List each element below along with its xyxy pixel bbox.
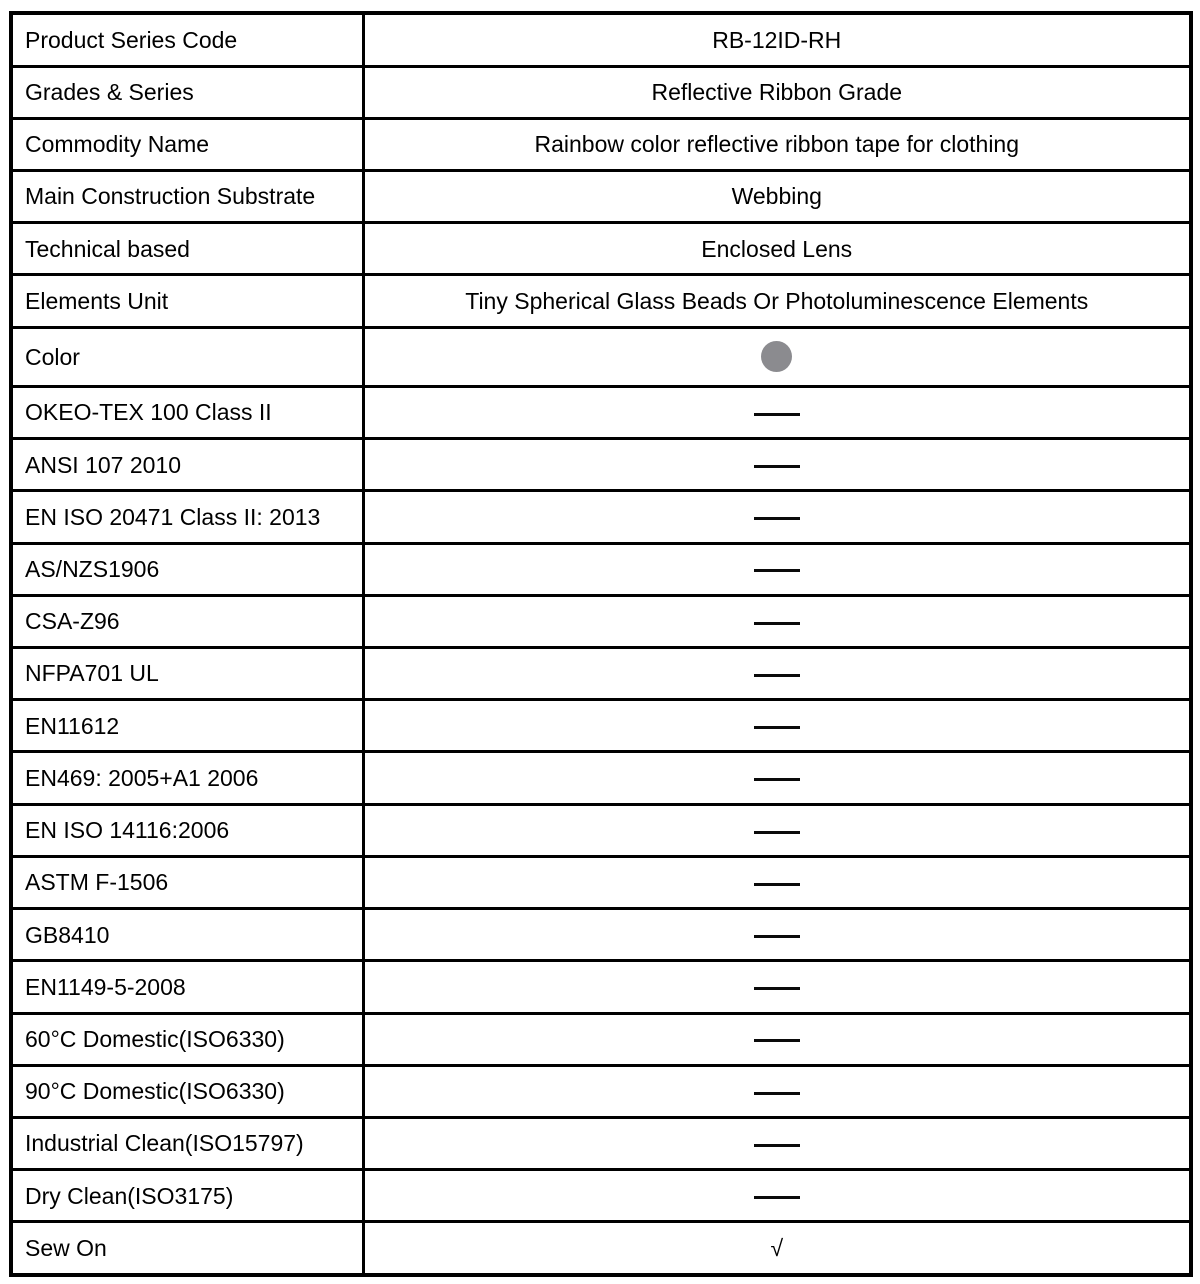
table-row xyxy=(11,804,1191,856)
dash-icon xyxy=(754,517,800,520)
spec-label: OKEO-TEX 100 Class II xyxy=(11,386,363,438)
spec-value: Tiny Spherical Glass Beads Or Photoluminescence Elements xyxy=(363,275,1191,327)
spec-label: Elements Unit xyxy=(11,275,363,327)
spec-label: 90°C Domestic(ISO6330) xyxy=(11,1065,363,1117)
spec-label: Technical based xyxy=(11,223,363,275)
spec-label: Grades & Series xyxy=(11,66,363,118)
spec-value-dash xyxy=(363,1065,1191,1117)
spec-label: ASTM F-1506 xyxy=(11,856,363,908)
table-row xyxy=(11,595,1191,647)
dash-icon xyxy=(754,831,800,834)
table-row xyxy=(11,386,1191,438)
dash-icon xyxy=(754,569,800,572)
spec-label: EN1149-5-2008 xyxy=(11,961,363,1013)
spec-value-dash xyxy=(363,543,1191,595)
spec-label: CSA-Z96 xyxy=(11,595,363,647)
spec-label: EN ISO 14116:2006 xyxy=(11,804,363,856)
dash-icon xyxy=(754,726,800,729)
table-row xyxy=(11,1013,1191,1065)
table-row xyxy=(11,1065,1191,1117)
dash-icon xyxy=(754,1196,800,1199)
spec-value-check: √ xyxy=(363,1222,1191,1275)
spec-label: EN ISO 20471 Class II: 2013 xyxy=(11,491,363,543)
spec-value-dash xyxy=(363,1013,1191,1065)
dash-icon xyxy=(754,883,800,886)
spec-value-dash xyxy=(363,648,1191,700)
dash-icon xyxy=(754,674,800,677)
spec-value-dash xyxy=(363,909,1191,961)
color-swatch-dot-icon xyxy=(761,341,792,372)
spec-value-dash xyxy=(363,491,1191,543)
table-row xyxy=(11,856,1191,908)
table-row xyxy=(11,170,1191,222)
spec-value-dash xyxy=(363,1170,1191,1222)
table-row xyxy=(11,543,1191,595)
spec-label: Product Series Code xyxy=(11,13,363,66)
table-row xyxy=(11,909,1191,961)
spec-value-dash xyxy=(363,804,1191,856)
dash-icon xyxy=(754,413,800,416)
spec-value: RB-12ID-RH xyxy=(363,13,1191,66)
dash-icon xyxy=(754,465,800,468)
dash-icon xyxy=(754,1092,800,1095)
table-row xyxy=(11,118,1191,170)
spec-label: 60°C Domestic(ISO6330) xyxy=(11,1013,363,1065)
spec-value-dash xyxy=(363,439,1191,491)
dash-icon xyxy=(754,622,800,625)
spec-label: ANSI 107 2010 xyxy=(11,439,363,491)
dash-icon xyxy=(754,935,800,938)
spec-label: Color xyxy=(11,327,363,386)
spec-value-color xyxy=(363,327,1191,386)
table-row xyxy=(11,66,1191,118)
dash-icon xyxy=(754,778,800,781)
table-row xyxy=(11,275,1191,327)
table-row xyxy=(11,223,1191,275)
spec-label: EN469: 2005+A1 2006 xyxy=(11,752,363,804)
spec-value: Rainbow color reflective ribbon tape for clothing xyxy=(363,118,1191,170)
spec-value-dash xyxy=(363,595,1191,647)
dash-icon xyxy=(754,987,800,990)
table-row xyxy=(11,327,1191,386)
spec-value-dash xyxy=(363,700,1191,752)
table-row xyxy=(11,648,1191,700)
table-row xyxy=(11,491,1191,543)
spec-label: Sew On xyxy=(11,1222,363,1275)
spec-label: Main Construction Substrate xyxy=(11,170,363,222)
spec-value-dash xyxy=(363,856,1191,908)
dash-icon xyxy=(754,1144,800,1147)
dash-icon xyxy=(754,1039,800,1042)
table-row xyxy=(11,700,1191,752)
table-row xyxy=(11,1118,1191,1170)
spec-value: Reflective Ribbon Grade xyxy=(363,66,1191,118)
table-row xyxy=(11,752,1191,804)
spec-value: Enclosed Lens xyxy=(363,223,1191,275)
product-spec-table xyxy=(9,11,1193,1277)
spec-value-dash xyxy=(363,386,1191,438)
spec-label: GB8410 xyxy=(11,909,363,961)
spec-label: Commodity Name xyxy=(11,118,363,170)
spec-label: Dry Clean(ISO3175) xyxy=(11,1170,363,1222)
table-row xyxy=(11,961,1191,1013)
spec-label: AS/NZS1906 xyxy=(11,543,363,595)
table-row xyxy=(11,1222,1191,1275)
spec-label: Industrial Clean(ISO15797) xyxy=(11,1118,363,1170)
table-row xyxy=(11,13,1191,66)
table-row xyxy=(11,439,1191,491)
spec-value-dash xyxy=(363,1118,1191,1170)
spec-label: NFPA701 UL xyxy=(11,648,363,700)
spec-value: Webbing xyxy=(363,170,1191,222)
table-row xyxy=(11,1170,1191,1222)
spec-value-dash xyxy=(363,752,1191,804)
spec-value-dash xyxy=(363,961,1191,1013)
spec-label: EN11612 xyxy=(11,700,363,752)
